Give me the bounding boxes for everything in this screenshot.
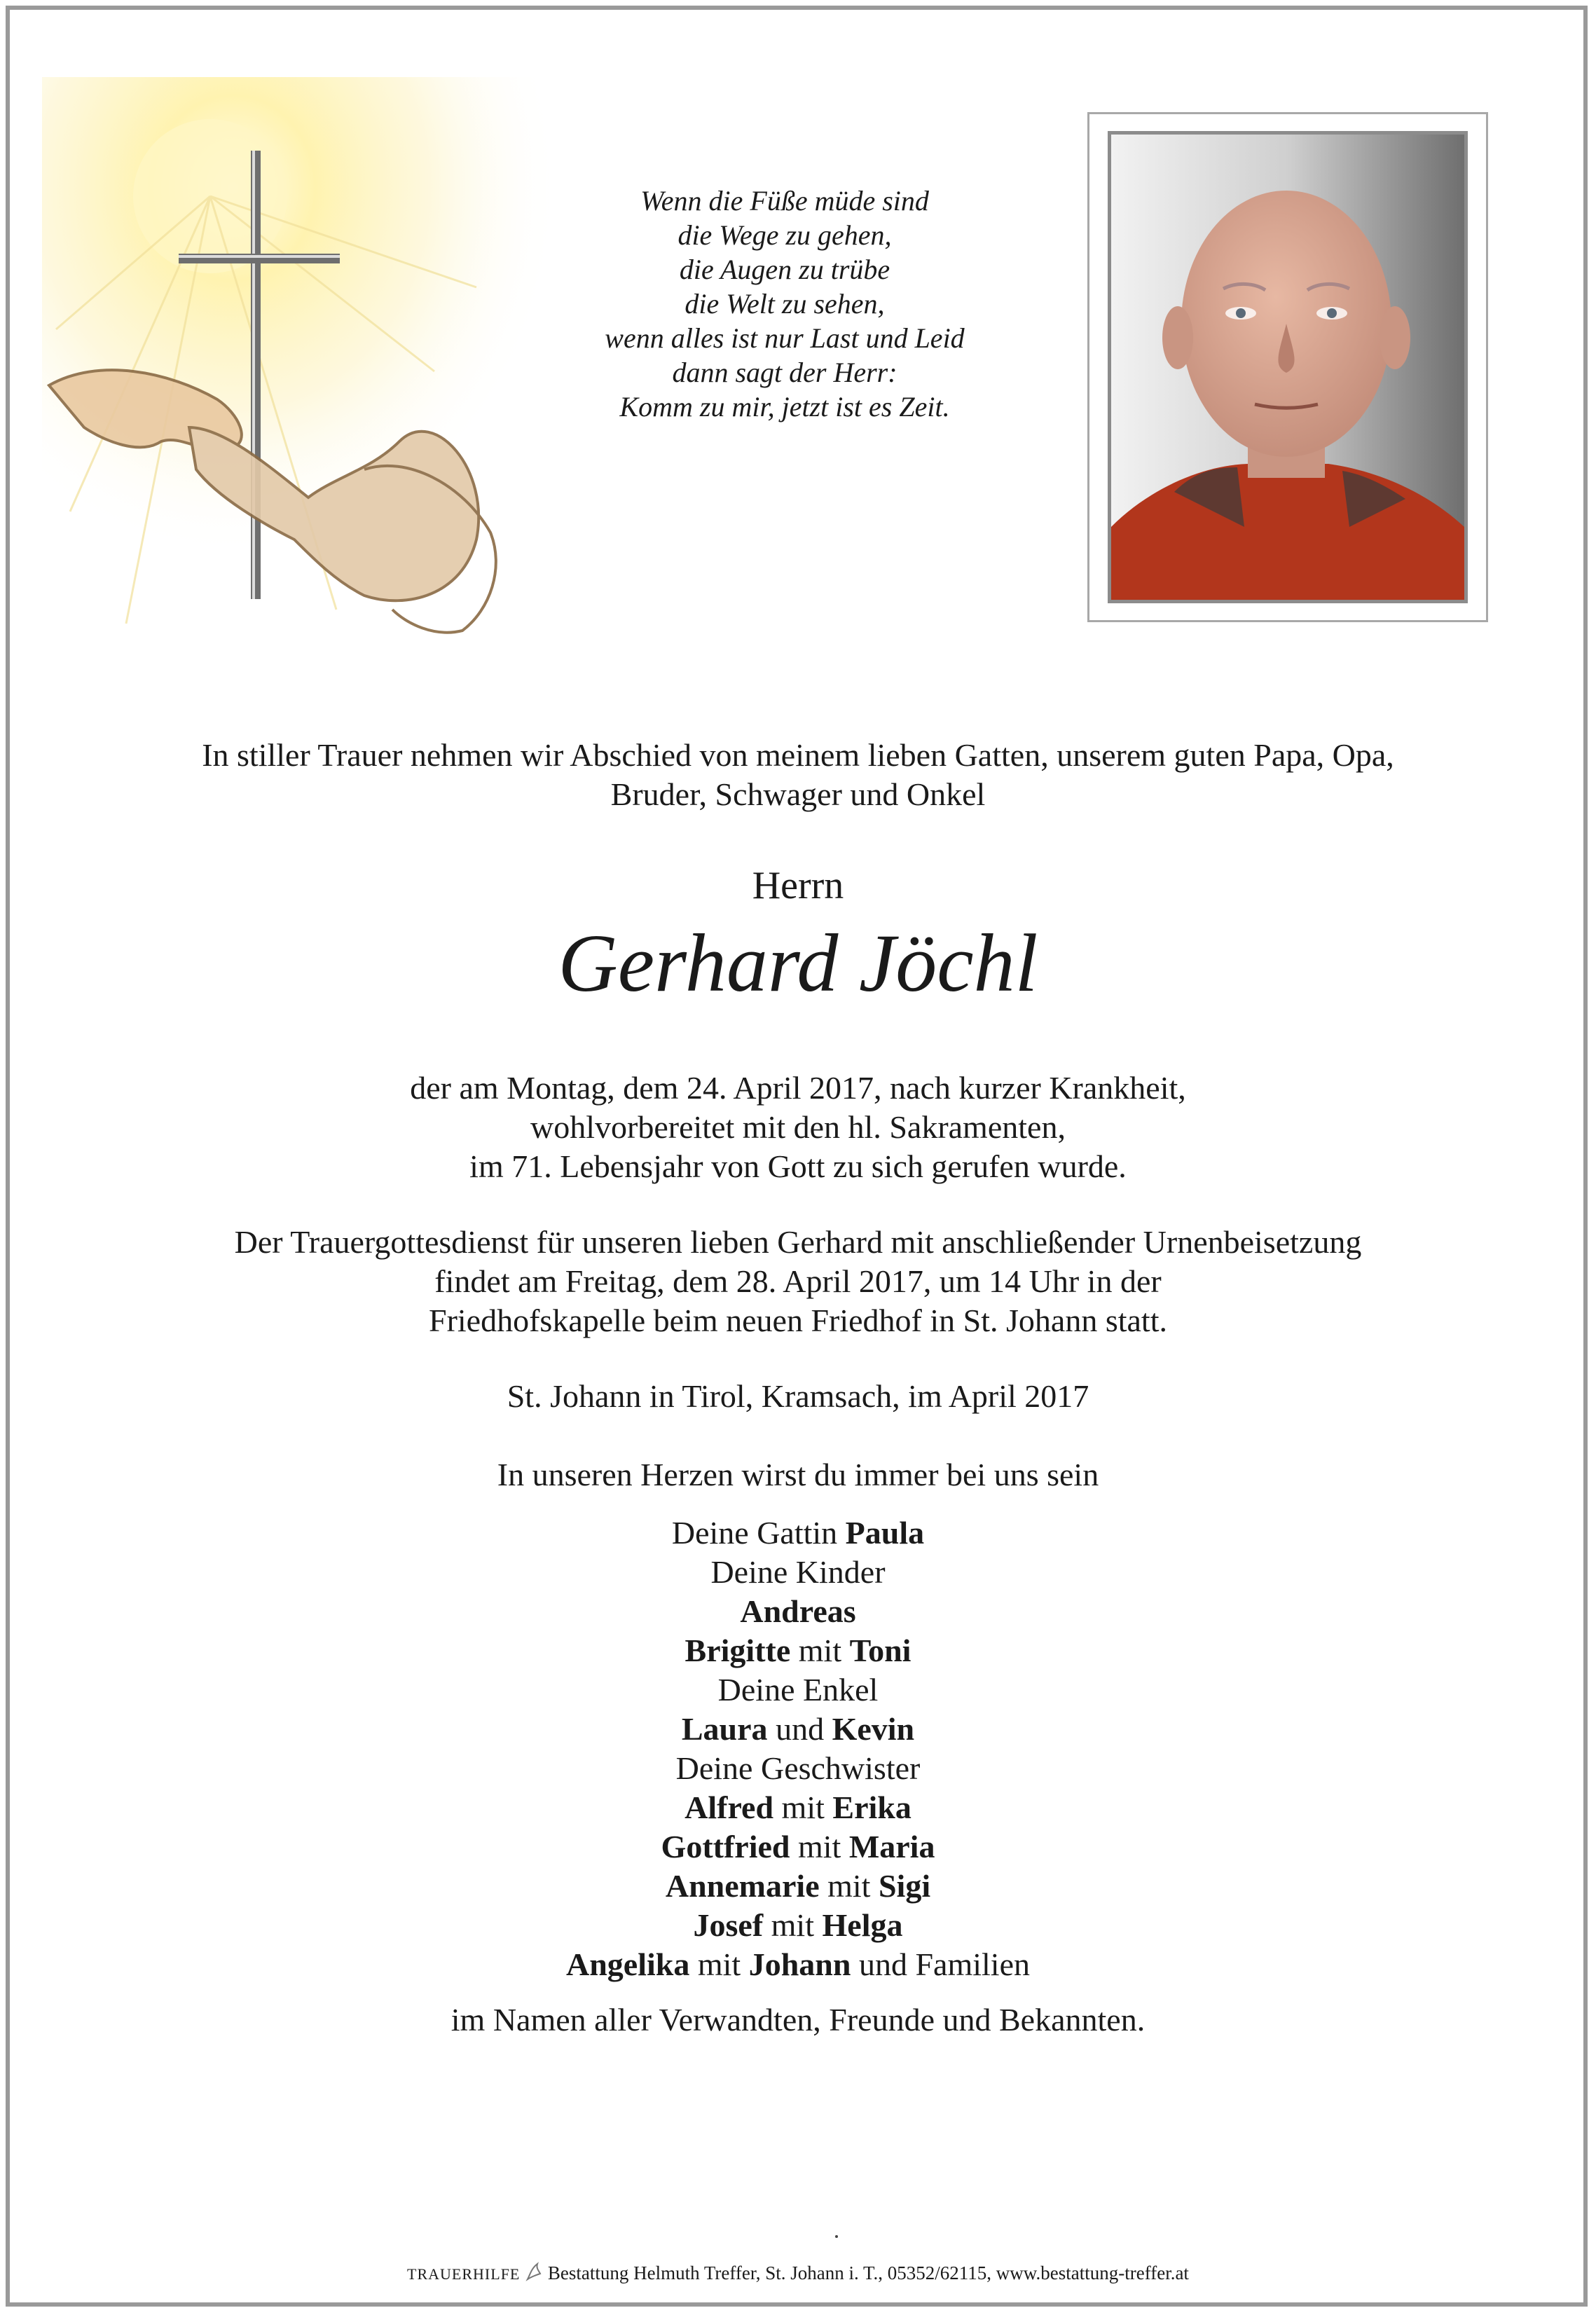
mourner-row: Deine Kinder [710, 1554, 886, 1590]
notice-line: wohlvorbereitet mit den hl. Sakramenten, [530, 1109, 1066, 1145]
mourner-name: Erika [832, 1790, 911, 1825]
mourner-row: Deine Enkel [717, 1672, 879, 1708]
place-date: St. Johann in Tirol, Kramsach, im April 2017 [507, 1378, 1089, 1414]
mourner-row [0, 1631, 1596, 1670]
service-info [0, 1223, 1596, 1340]
mourner-name: Helga [822, 1907, 903, 1943]
salutation: Herrn [752, 864, 844, 907]
death-notice [0, 1069, 1596, 1186]
service-line: findet am Freitag, dem 28. April 2017, um 14 Uhr in der [434, 1263, 1162, 1299]
intro-line: In stiller Trauer nehmen wir Abschied von meinem lieben Gatten, unserem guten Papa, Opa, [202, 737, 1394, 773]
footer [0, 2261, 1596, 2284]
notice-line: der am Montag, dem 24. April 2017, nach kurzer Krankheit, [410, 1070, 1186, 1106]
joiner: mit [797, 1829, 841, 1864]
mourner-row: Deine Geschwister [675, 1750, 921, 1786]
mourner-name: Annemarie [665, 1868, 820, 1904]
mourner-name: Toni [849, 1633, 911, 1668]
mourner-name: Josef [693, 1907, 764, 1943]
verse-line: wenn alles ist nur Last und Leid [605, 322, 965, 354]
mourner-name: Maria [848, 1829, 935, 1864]
mourner-name: Brigitte [685, 1633, 791, 1668]
joiner: mit [697, 1946, 741, 1982]
verse-line: Komm zu mir, jetzt ist es Zeit. [619, 391, 950, 423]
joiner: mit [781, 1790, 825, 1825]
final-line: im Namen aller Verwandten, Freunde und Bekannten. [450, 2002, 1146, 2038]
poem-verse [532, 184, 1037, 424]
verse-line: die Wege zu gehen, [677, 219, 892, 251]
verse-line: Wenn die Füße müde sind [640, 185, 929, 217]
joiner: mit [827, 1868, 871, 1904]
mourner-name: Gottfried [661, 1829, 790, 1864]
mourner-row [0, 1827, 1596, 1867]
cross-hands-illustration [42, 77, 589, 694]
portrait-photo [1108, 131, 1468, 603]
mourner-name: Johann [748, 1946, 851, 1982]
mourner-name: Angelika [565, 1946, 690, 1982]
dove-icon [525, 2261, 543, 2282]
joiner: und Familien [858, 1946, 1030, 1982]
mourner-row [0, 1710, 1596, 1749]
mourner-row [0, 1867, 1596, 1906]
mourner-name: Sigi [878, 1868, 931, 1904]
mourner-name: Laura [681, 1711, 768, 1747]
intro-text [0, 736, 1596, 814]
footer-text: Bestattung Helmuth Treffer, St. Johann i. T., 05352/62115, www.bestattung-treffer.at [547, 2262, 1189, 2283]
mourner-name: Alfred [685, 1790, 774, 1825]
mourner-row [0, 1945, 1596, 1984]
mourner-name: Paula [845, 1515, 925, 1551]
portrait-frame [1087, 112, 1488, 622]
mourner-name: Andreas [740, 1593, 856, 1629]
verse-line: die Welt zu sehen, [685, 288, 885, 320]
joiner: mit [798, 1633, 842, 1668]
verse-line: dann sagt der Herr: [672, 357, 897, 388]
mourner-row [0, 1592, 1596, 1631]
mourner-name: Kevin [832, 1711, 915, 1747]
intro-line: Bruder, Schwager und Onkel [610, 776, 986, 812]
joiner: und [776, 1711, 825, 1747]
mourner-row [0, 1906, 1596, 1945]
label: Deine Gattin [671, 1515, 838, 1551]
verse-line: die Augen zu trübe [679, 254, 890, 285]
service-line: Der Trauergottesdienst für unseren lieben Gerhard mit anschließender Urnenbeisetzung [234, 1224, 1362, 1260]
deceased-name: Gerhard Jöchl [558, 917, 1038, 1009]
separator-dot [835, 2235, 838, 2238]
service-line: Friedhofskapelle beim neuen Friedhof in St. Johann statt. [429, 1303, 1167, 1338]
notice-line: im 71. Lebensjahr von Gott zu sich gerufen wurde. [469, 1148, 1127, 1184]
mourners-list [0, 1513, 1596, 1984]
mourner-row [0, 1513, 1596, 1553]
closing-line: In unseren Herzen wirst du immer bei uns sein [497, 1457, 1099, 1492]
footer-brand: TRAUERHILFE [407, 2265, 521, 2283]
joiner: mit [771, 1907, 814, 1943]
mourner-row [0, 1788, 1596, 1827]
